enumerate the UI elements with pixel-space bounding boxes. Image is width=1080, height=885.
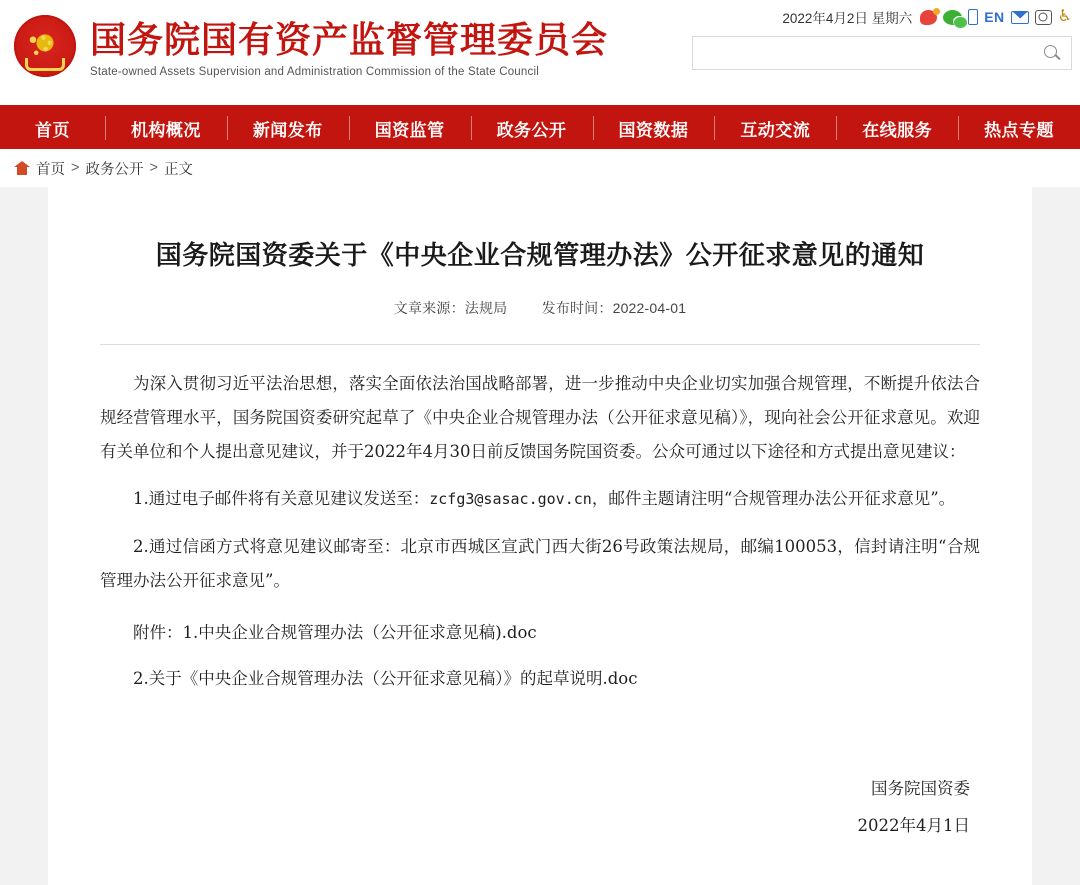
nav-item-hot-topics[interactable]: 热点专题 [958, 107, 1080, 149]
nav-item-home[interactable]: 首页 [35, 120, 70, 141]
main-nav [0, 105, 1080, 149]
nav-item-supervision[interactable]: 国资监管 [349, 107, 471, 149]
accessibility-icon[interactable]: ♿ [1057, 8, 1072, 25]
site-header [0, 0, 1080, 105]
email-item-suffix: ，邮件主题请注明“合规管理办法公开征求意见”。 [591, 489, 956, 509]
nav-item-overview[interactable]: 机构概况 [105, 107, 227, 149]
article-list-item-2: 2.通过信函方式将意见建议邮寄至：北京市西城区宣武门西大街26号政策法规局，邮编100053，信封请注明“合规管理办法公开征求意见”。 [100, 537, 980, 591]
search-icon[interactable] [1041, 42, 1063, 64]
article-publish-date: 发布时间：2022-04-01 [541, 300, 687, 316]
header-right [692, 6, 1072, 70]
article-content [100, 367, 980, 696]
attachment-item-2[interactable]: 2.关于《中央企业合规管理办法（公开征求意见稿）》的起草说明.doc [133, 668, 638, 688]
utility-bar [692, 6, 1072, 28]
email-item-prefix: 1.通过电子邮件将有关意见建议发送至： [133, 489, 430, 509]
nav-item-government-disclosure[interactable]: 政务公开 [471, 107, 593, 149]
breadcrumb-item-current: 正文 [163, 161, 193, 178]
breadcrumb-item-home[interactable]: 首页 [36, 161, 65, 178]
webcast-icon[interactable] [1035, 10, 1052, 25]
breadcrumb-separator: > [149, 160, 158, 176]
site-title-en: State-owned Assets Supervision and Administration Commission of the State Council [90, 66, 539, 78]
nav-item-data[interactable]: 国资数据 [593, 107, 715, 149]
article-signature [100, 770, 980, 846]
nav-item-interaction[interactable]: 互动交流 [714, 107, 836, 149]
article-source: 文章来源：法规局 [393, 300, 508, 316]
mail-icon[interactable] [1011, 11, 1029, 24]
nav-item-online-services[interactable]: 在线服务 [836, 107, 958, 149]
current-date: 2022年4月2日 星期六 [782, 11, 913, 26]
search-box[interactable] [692, 36, 1072, 70]
wechat-icon[interactable] [943, 10, 962, 25]
site-titles [90, 14, 608, 78]
breadcrumb-separator: > [71, 160, 80, 176]
email-address[interactable]: zcfg3@sasac.gov.cn [429, 490, 592, 509]
article-meta [100, 298, 980, 318]
search-input[interactable] [703, 37, 1041, 69]
home-icon [14, 161, 30, 175]
page-title: 国务院国资委关于《中央企业合规管理办法》公开征求意见的通知 [155, 241, 925, 271]
article-divider [100, 344, 980, 345]
signature-date: 2022年4月1日 [857, 816, 970, 836]
article-paragraph: 为深入贯彻习近平法治思想，落实全面依法治国战略部署，进一步推动中央企业切实加强合规管理，不断提升依法合规经营管理水平，国务院国资委研究起草了《中央企业合规管理办法（公开征求意见稿）》，现向社会公开征求意见。欢迎有关单位和个人提出意见建议，并于2022年4月30日前反馈国务院国资委。公众可通过以下途径和方式提出意见建议： [100, 374, 980, 461]
attachment-list [100, 616, 980, 696]
signature-organization: 国务院国资委 [871, 778, 970, 798]
weibo-icon[interactable] [920, 10, 937, 25]
language-switch-en[interactable]: EN [984, 9, 1005, 25]
breadcrumb-item-government-disclosure[interactable]: 政务公开 [85, 161, 144, 178]
nav-item-news[interactable]: 新闻发布 [227, 107, 349, 149]
national-emblem-icon [14, 15, 76, 77]
breadcrumb [0, 149, 1080, 187]
article-container [48, 187, 1032, 885]
site-title-cn: 国务院国有资产监督管理委员会 [90, 20, 609, 61]
mobile-site-icon[interactable] [968, 9, 978, 25]
attachment-item-1[interactable]: 附件：1.中央企业合规管理办法（公开征求意见稿).doc [133, 622, 537, 642]
page-body [0, 187, 1080, 885]
site-logo[interactable] [0, 0, 608, 78]
article-list-item-1 [100, 482, 980, 516]
